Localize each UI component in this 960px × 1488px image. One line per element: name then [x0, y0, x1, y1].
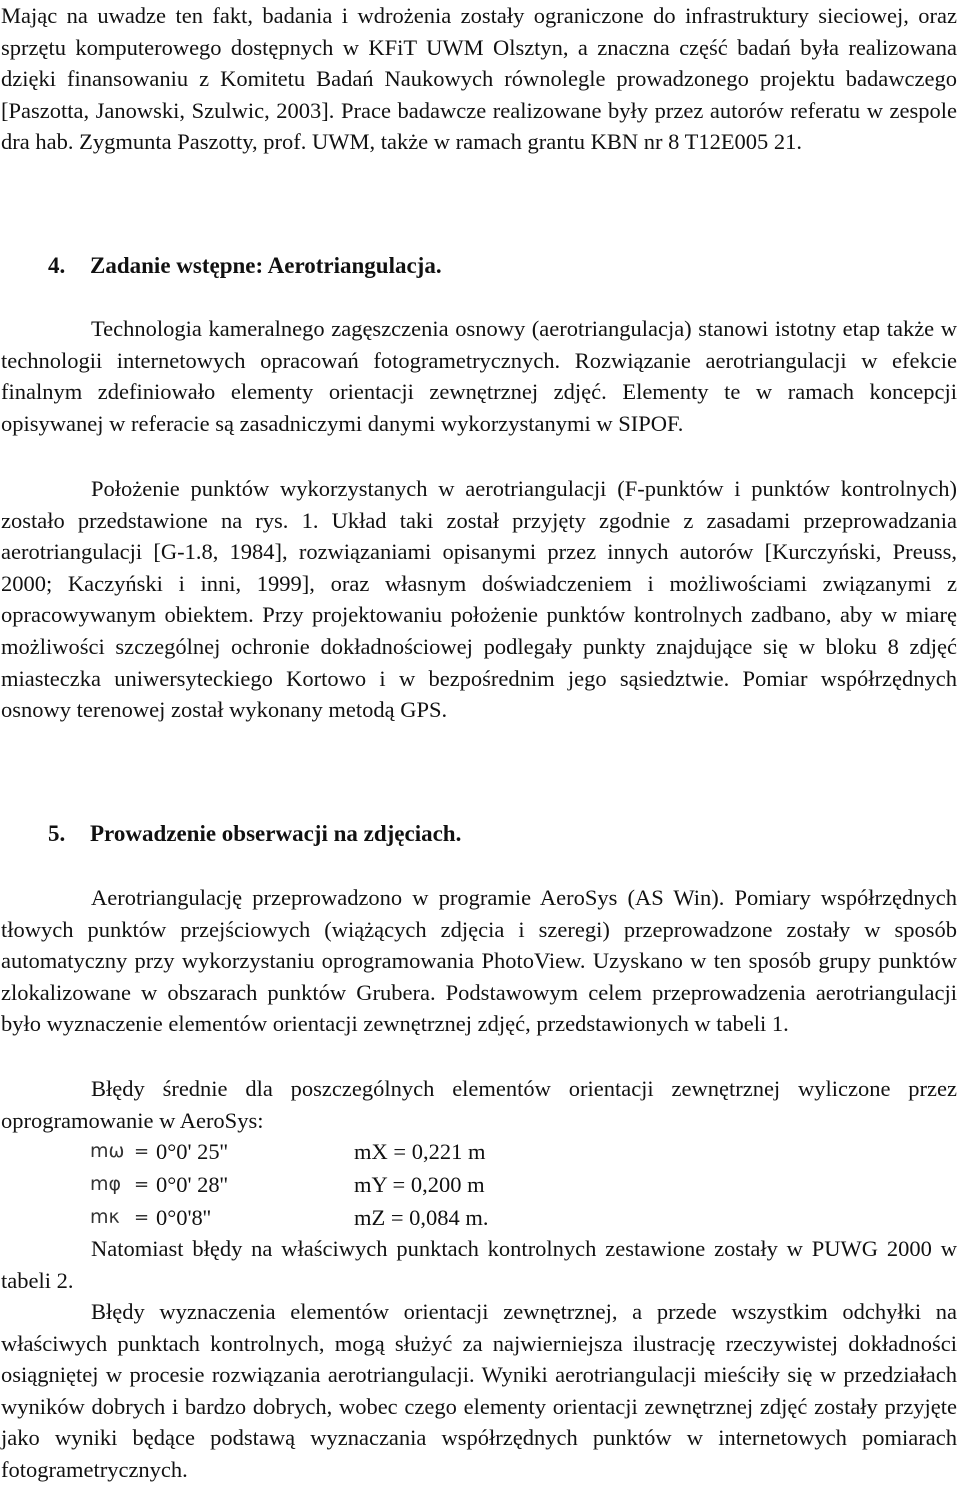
angular-error: 0°0' 25'' — [156, 1139, 228, 1164]
linear-error: mY = 0,200 m — [354, 1172, 485, 1197]
linear-error: mX = 0,221 m — [354, 1139, 486, 1164]
paragraph-observations: Aerotriangulację przeprowadzono w programie AeroSys (AS Win). Pomiary współrzędnych tłowych punktów przejściowych (wiążących zdjęcia i szeregi) przeprowadzone zostały w sposób automatyczny przy wykorzystaniu oprogramowania PhotoView. Uzyskano w ten sposób grupy punktów zlokalizowane w obszarach punktów Grubera. Podstawowym celem przeprowadzenia aerotriangulacji było wyznaczenie elementów orientacji zewnętrznej zdjęć, przedstawionych w tabeli 1. — [1, 885, 957, 1037]
error-row — [90, 1169, 790, 1200]
error-symbol: mφ — [90, 1173, 122, 1195]
angular-error: 0°0'8'' — [156, 1205, 211, 1230]
section-heading-5 — [48, 818, 461, 849]
error-row — [90, 1202, 790, 1233]
equals-sign: = — [134, 1207, 150, 1228]
linear-error: mZ = 0,084 m. — [354, 1205, 489, 1230]
angular-error: 0°0' 28'' — [156, 1172, 228, 1197]
error-row — [90, 1136, 790, 1167]
paragraph-intro: Mając na uwadze ten fakt, badania i wdrożenia zostały ograniczone do infrastruktury sieciowej, oraz sprzętu komputerowego dostępnych w KFiT UWM Olsztyn, a znaczna część badań była realizowana dzięki finansowaniu z Komitetu Badań Naukowych równolegle prowadzonego projektu badawczego [Paszotta, Janowski, Szulwic, 2003]. Prace badawcze realizowane były przez autorów referatu w zespole dra hab. Zygmunta Paszotty, prof. UWM, także w ramach grantu KBN nr 8 T12E005 21. — [1, 3, 957, 155]
error-symbol: mω — [90, 1140, 125, 1162]
equals-sign: = — [134, 1141, 150, 1162]
paragraph-point-layout: Położenie punktów wykorzystanych w aerotriangulacji (F-punktów i punktów kontrolnych) zostało przedstawione na rys. 1. Układ taki został przyjęty zgodnie z zasadami przeprowadzania aerotriangulacji [G-1.8, 1984], rozwiązaniami opisanymi przez innych autorów [Kurczyński, Preuss, 2000; Kaczyński i inni, 1999], oraz własnym doświadczeniem i możliwościami związanymi z opracowywanym obiektem. Przy projektowaniu położenie punktów kontrolnych zadbano, aby w miarę możliwości szczególnej ochronie dokładnościowej podlegały punkty znajdujące się w bloku 8 zdjęć miasteczka uniwersyteckiego Kortowo i w bezpośrednim jego sąsiedztwie. Pomiar współrzędnych osnowy terenowej został wykonany metodą GPS. — [1, 476, 957, 723]
section-title: Zadanie wstępne: Aerotriangulacja. — [90, 253, 442, 278]
section-title: Prowadzenie obserwacji na zdjęciach. — [90, 821, 462, 846]
section-heading-4 — [48, 250, 442, 281]
paragraph-mean-errors: Błędy średnie dla poszczególnych elementów orientacji zewnętrznej wyliczone przez oprogramowanie w AeroSys: — [1, 1076, 957, 1133]
error-symbol: mκ — [90, 1206, 120, 1228]
paragraph-control-points: Natomiast błędy na właściwych punktach kontrolnych zestawione zostały w PUWG 2000 w tabeli 2. — [1, 1236, 957, 1293]
equals-sign: = — [134, 1174, 150, 1195]
paragraph-aerotriangulation: Technologia kameralnego zagęszczenia osnowy (aerotriangulacja) stanowi istotny etap także w technologii internetowych opracowań fotogrametrycznych. Rozwiązanie aerotriangulacji w efekcie finalnym zdefiniowało elementy orientacji zewnętrznej zdjęć. Elementy te w ramach koncepcji opisywanej w referacie są zasadniczymi danymi wykorzystanymi w SIPOF. — [1, 316, 957, 436]
paragraph-conclusion: Błędy wyznaczenia elementów orientacji zewnętrznej, a przede wszystkim odchyłki na właściwych punktach kontrolnych, mogą służyć za najwierniejsza ilustrację rzeczywistej dokładności osiągniętej w procesie rozwiązania aerotriangulacji. Wyniki aerotriangulacji mieściły się w przedziałach wyników dobrych i bardzo dobrych, wobec czego elementy orientacji zewnętrznej zdjęć zostały przyjęte jako wyniki będące podstawą wyznaczania współrzędnych punktów w internetowych pomiarach fotogrametrycznych. — [1, 1299, 957, 1482]
section-number: 5. — [48, 821, 66, 846]
section-number: 4. — [48, 253, 66, 278]
